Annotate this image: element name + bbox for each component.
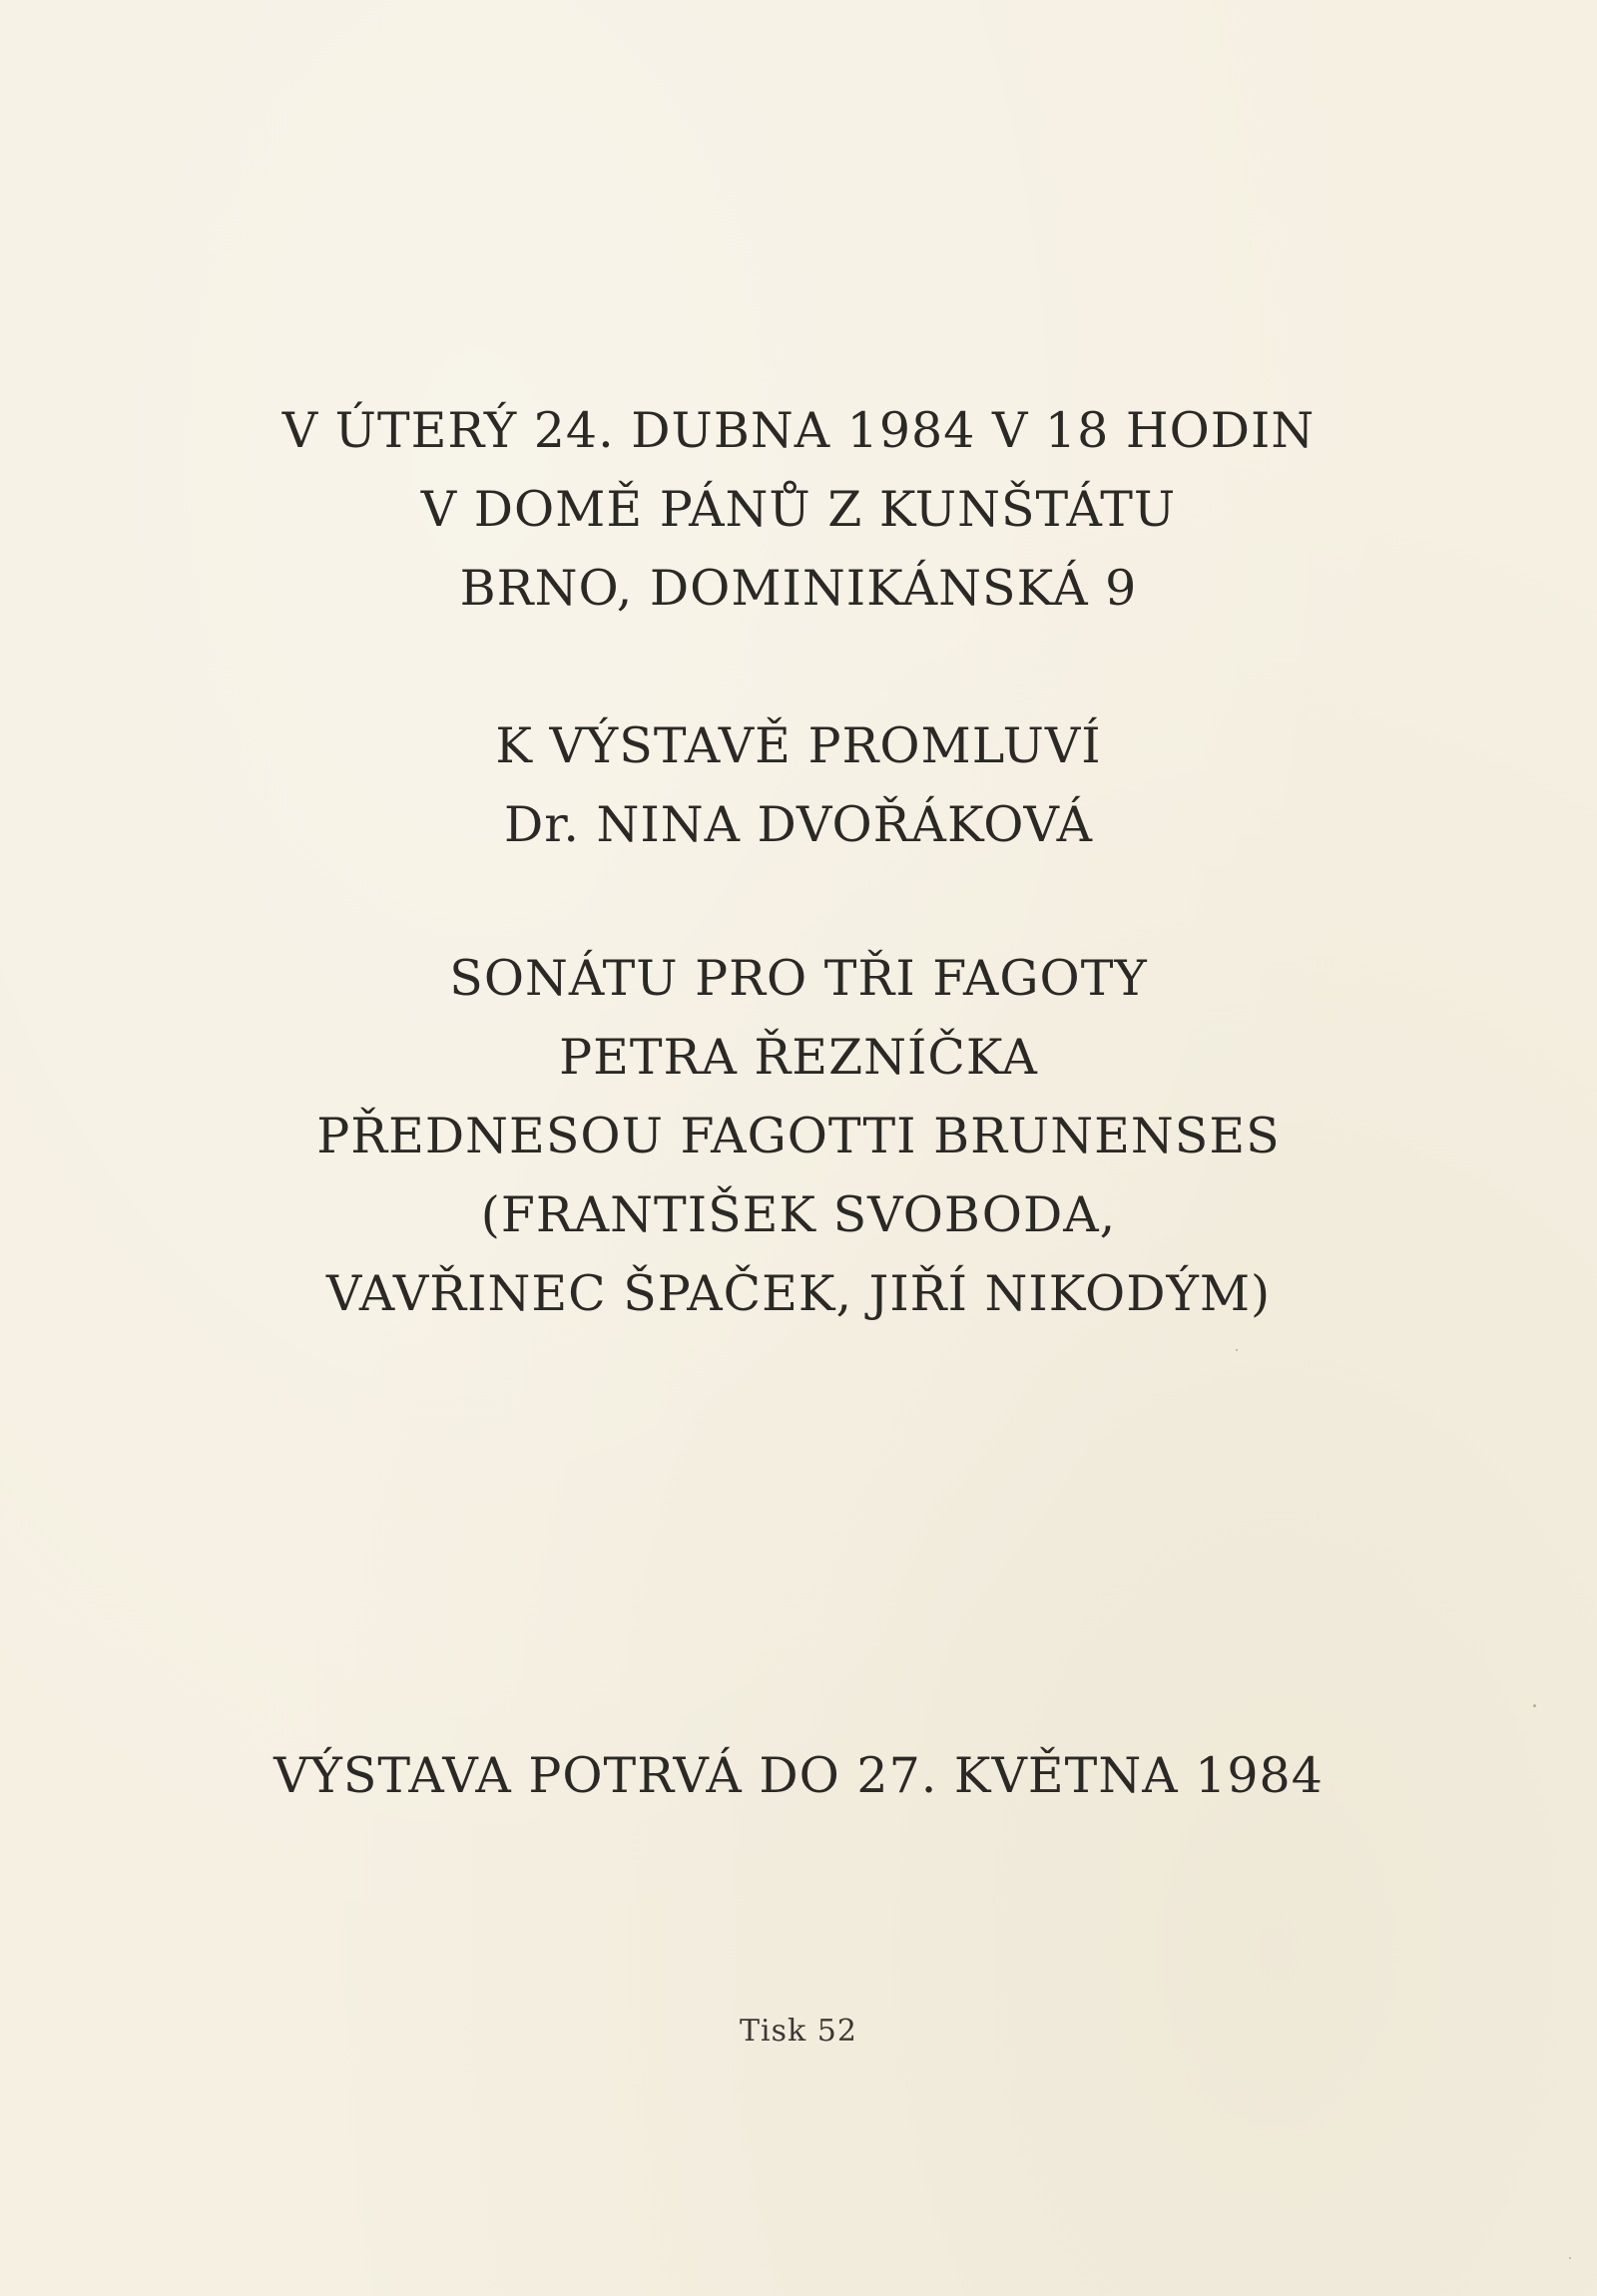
composer-line: PETRA ŘEZNÍČKA [559,1029,1038,1086]
address-line: BRNO, DOMINIKÁNSKÁ 9 [459,560,1138,617]
performer-names-line-2: VAVŘINEC ŠPAČEK, JIŘÍ NIKODÝM) [325,1265,1272,1322]
music-block [0,939,1597,1333]
paper-speck [1236,1349,1238,1351]
date-time-line: V ÚTERÝ 24. DUBNA 1984 V 18 HODIN [281,402,1316,459]
print-note: Tisk 52 [740,2014,857,2049]
exhibition-duration-block [0,1736,1597,1815]
music-piece-line: SONÁTU PRO TŘI FAGOTY [449,950,1148,1007]
speech-intro-line: K VÝSTAVĚ PROMLUVÍ [495,717,1102,774]
venue-name-line: V DOMĚ PÁNŮ Z KUNŠTÁTU [420,481,1177,538]
speaker-name-line: Dr. NINA DVOŘÁKOVÁ [504,796,1093,853]
speech-block [0,706,1597,864]
exhibition-end-line: VÝSTAVA POTRVÁ DO 27. KVĚTNA 1984 [273,1747,1324,1804]
paper-speck [1569,2257,1571,2259]
performer-names-line-1: (FRANTIŠEK SVOBODA, [480,1186,1117,1243]
performers-line: PŘEDNESOU FAGOTTI BRUNENSES [316,1108,1281,1164]
print-note-block [0,2007,1597,2057]
venue-block [0,391,1597,628]
paper-speck [1533,1704,1536,1707]
